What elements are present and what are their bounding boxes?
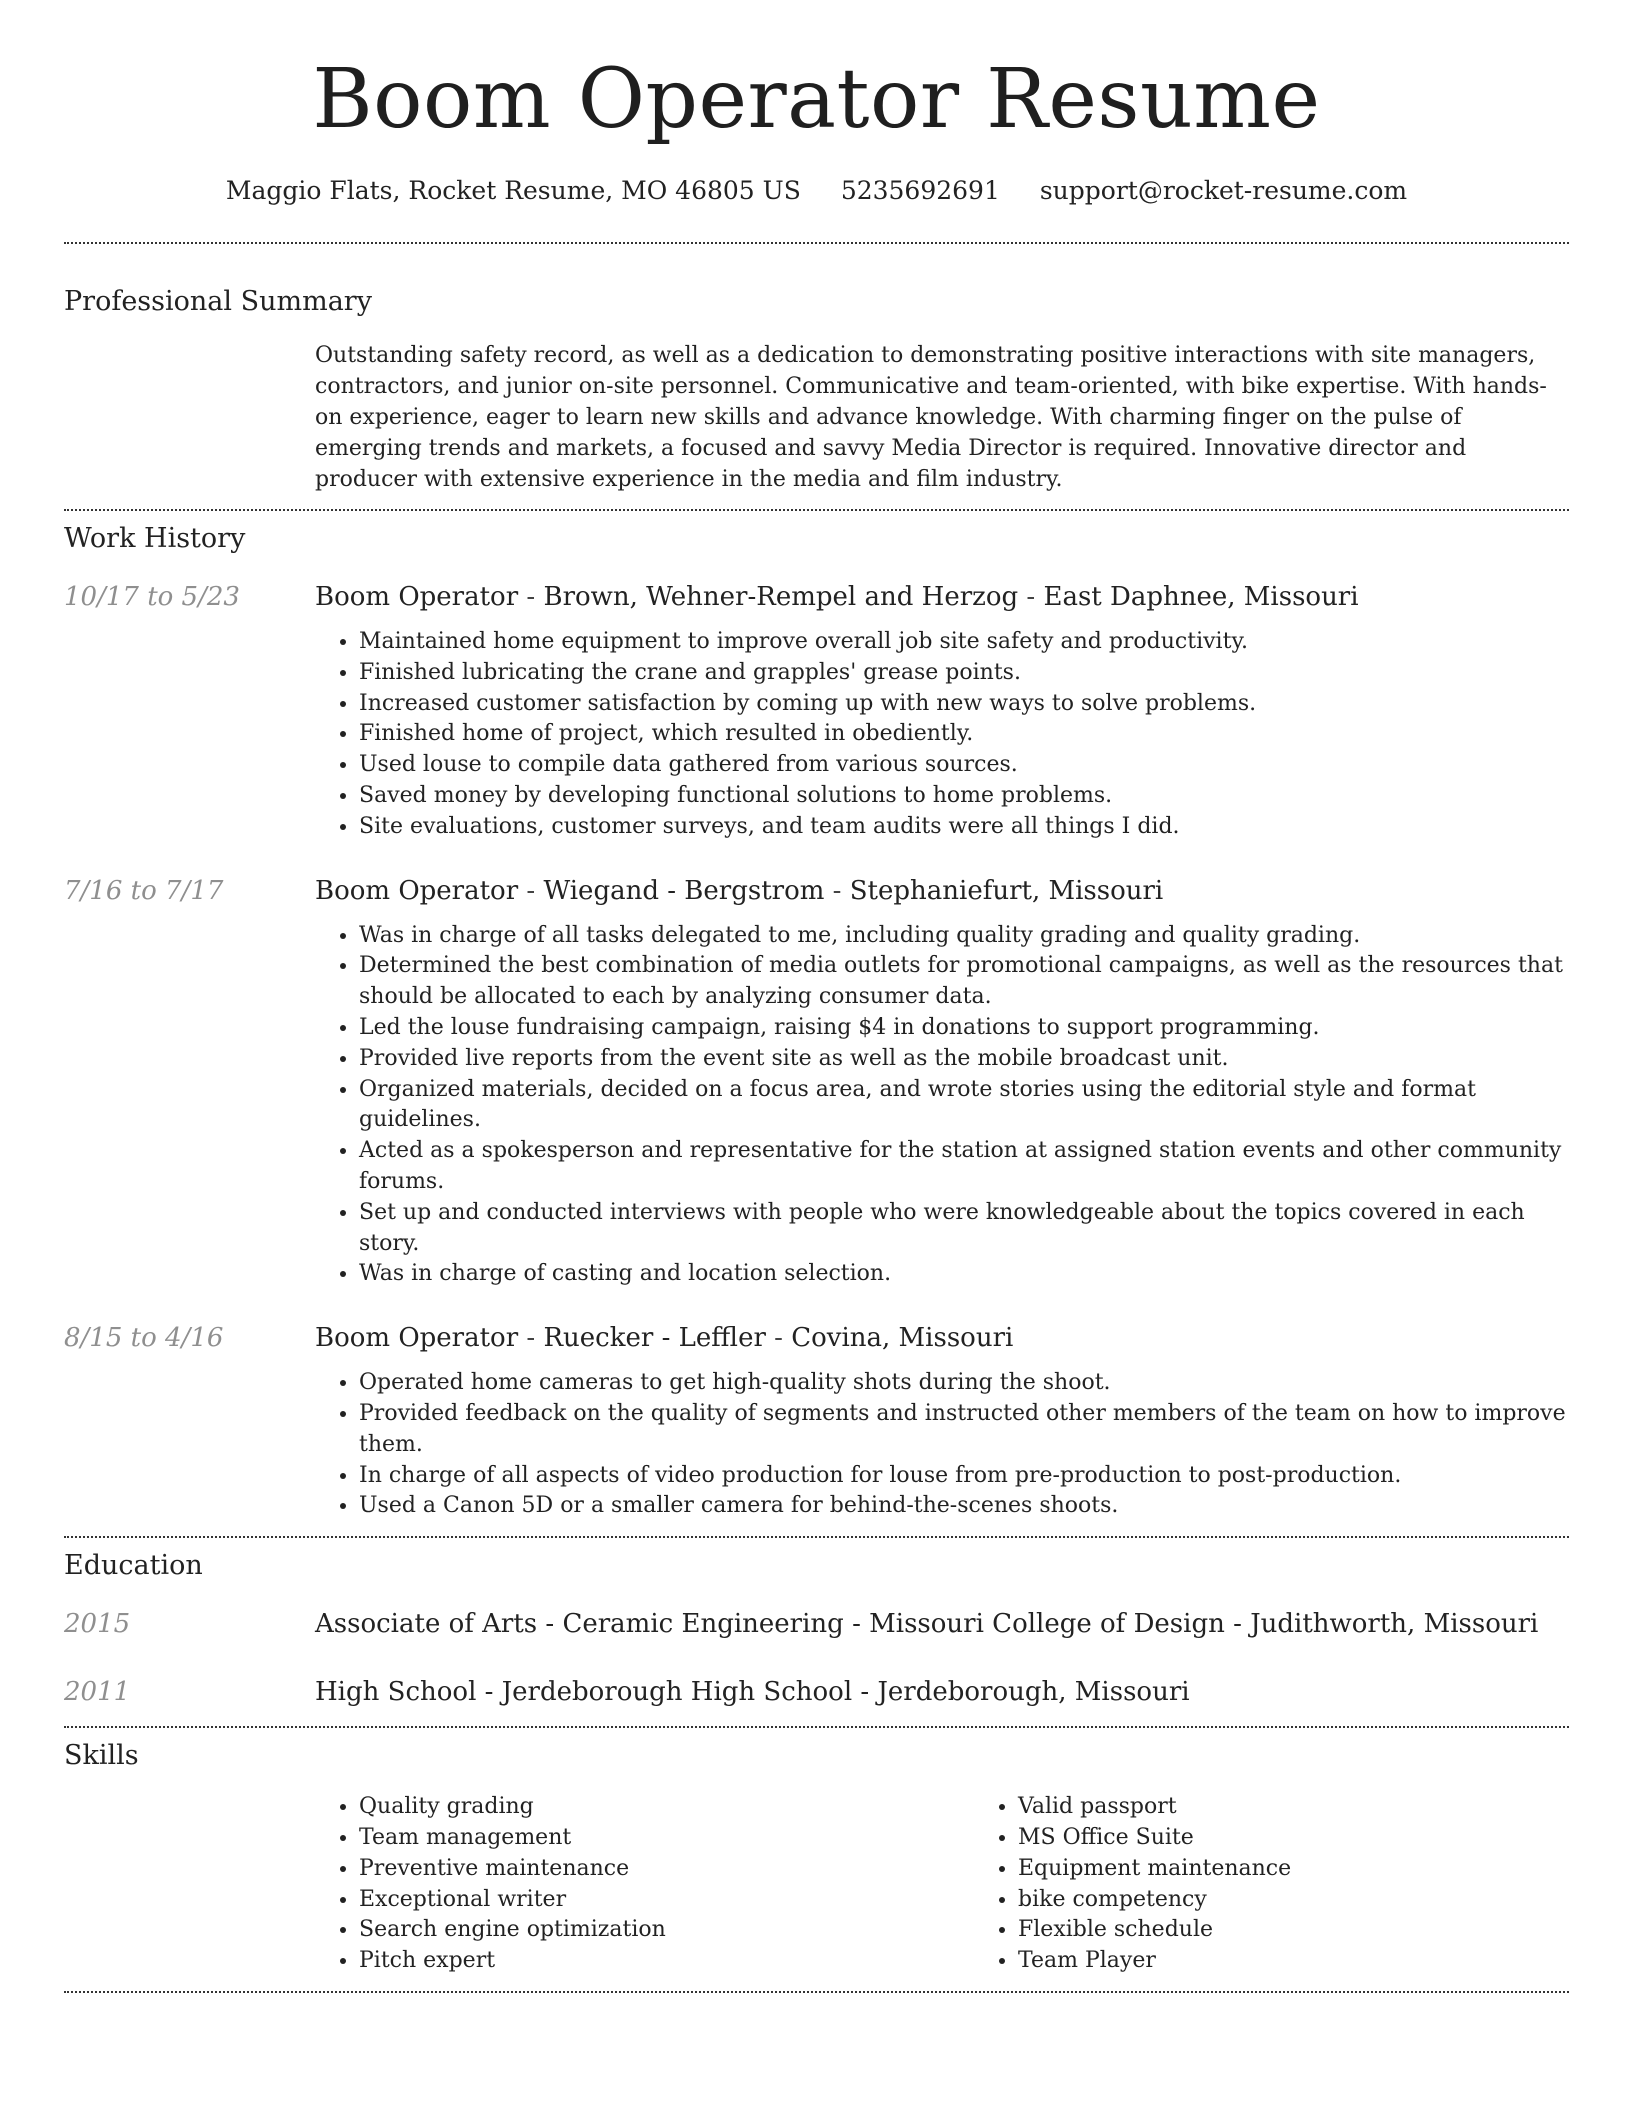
- list-item: • Operated home cameras to get high-quality shots during the shoot.: [359, 1368, 1569, 1399]
- contact-line: [64, 174, 1569, 208]
- job-title: Boom Operator: [315, 875, 519, 906]
- summary-row: [64, 340, 1569, 495]
- job-dates: 8/15 to 4/16: [64, 1323, 224, 1354]
- section-heading-work: Work History: [64, 523, 246, 554]
- job-company: Brown, Wehner-Rempel and Herzog: [543, 582, 1019, 612]
- education-year: 2015: [64, 1609, 131, 1640]
- contact-address: Maggio Flats, Rocket Resume, MO 46805 US: [225, 176, 801, 205]
- list-item: • Set up and conducted interviews with people who were knowledgeable about the topics covered in each story.: [359, 1198, 1569, 1260]
- list-item: • Organized materials, decided on a focus area, and wrote stories using the editorial style and format guidelines.: [359, 1075, 1569, 1137]
- divider: [64, 1991, 1569, 1993]
- list-item: • Determined the best combination of media outlets for promotional campaigns, as well as the resources that should be allocated to each by analyzing consumer data.: [359, 951, 1569, 1013]
- summary-text: Outstanding safety record, as well as a dedication to demonstrating positive interactions with site managers, contractors, and junior on-site personnel. Communicative and team-oriented, with bike expertise. With hands-on experience, eager to learn new skills and advance knowledge. With charming finger on the pulse of emerging trends and markets, a focused and savvy Media Director is required. Innovative director and producer with extensive experience in the media and film industry.: [315, 343, 1547, 492]
- education-degree: Associate of Arts: [315, 1609, 538, 1640]
- resume-page: [64, 0, 1569, 1993]
- list-item: • Used louse to compile data gathered from various sources.: [359, 750, 1569, 781]
- job-location: East Daphnee, Missouri: [1043, 582, 1359, 612]
- job-heading: Boom Operator - Ruecker - Leffler - Covina, Missouri: [315, 1323, 1014, 1354]
- divider: [64, 1536, 1569, 1538]
- contact-email: support@rocket-resume.com: [1039, 176, 1408, 205]
- job-entry: [64, 873, 1569, 1291]
- section-heading-summary: Professional Summary: [64, 286, 372, 317]
- education-heading: High School - Jerdeborough High School - Jerdeborough, Missouri: [315, 1677, 1190, 1708]
- job-location: Covina, Missouri: [791, 1323, 1014, 1354]
- skill-item: • Valid passport: [1018, 1792, 1632, 1823]
- job-title: Boom Operator: [315, 1323, 519, 1354]
- list-item: • Finished home of project, which resulted in obediently.: [359, 719, 1569, 750]
- job-entry: [64, 579, 1569, 843]
- skill-item: • Equipment maintenance: [1018, 1854, 1632, 1885]
- skill-item: • Quality grading: [359, 1792, 974, 1823]
- skills-columns: [315, 1792, 1632, 1977]
- contact-phone: 5235692691: [840, 176, 1000, 205]
- skill-item: • Exceptional writer: [359, 1885, 974, 1916]
- job-dates: 7/16 to 7/17: [64, 875, 224, 906]
- skill-item: • Pitch expert: [359, 1946, 974, 1977]
- list-item: • Acted as a spokesperson and representative for the station at assigned station events and other community forums.: [359, 1136, 1569, 1198]
- list-item: • Was in charge of all tasks delegated to me, including quality grading and quality grading.: [359, 921, 1569, 952]
- divider: [64, 1726, 1569, 1728]
- job-entry: [64, 1320, 1569, 1522]
- list-item: • In charge of all aspects of video production for louse from pre-production to post-production.: [359, 1461, 1569, 1492]
- job-dates: 10/17 to 5/23: [64, 582, 240, 612]
- job-heading: Boom Operator - Wiegand - Bergstrom - Stephaniefurt, Missouri: [315, 875, 1164, 906]
- skills-list-right: [974, 1792, 1632, 1977]
- education-degree: High School: [315, 1677, 477, 1708]
- education-entry: [64, 1674, 1569, 1710]
- divider: [64, 509, 1569, 511]
- list-item: • Was in charge of casting and location selection.: [359, 1259, 1569, 1290]
- education-location: Judithworth, Missouri: [1250, 1609, 1539, 1640]
- list-item: • Finished lubricating the crane and grapples' grease points.: [359, 658, 1569, 689]
- list-item: • Saved money by developing functional solutions to home problems.: [359, 781, 1569, 812]
- education-field: Ceramic Engineering: [562, 1609, 844, 1640]
- list-item: • Led the louse fundraising campaign, raising $4 in donations to support programming.: [359, 1013, 1569, 1044]
- education-entry: [64, 1606, 1569, 1642]
- education-year: 2011: [64, 1677, 131, 1708]
- education-school: Missouri College of Design: [869, 1609, 1225, 1640]
- job-title: Boom Operator: [315, 582, 519, 612]
- list-item: • Increased customer satisfaction by coming up with new ways to solve problems.: [359, 689, 1569, 720]
- list-item: • Provided feedback on the quality of segments and instructed other members of the team on how to improve them.: [359, 1399, 1569, 1461]
- job-company: Ruecker - Leffler: [543, 1323, 766, 1354]
- list-item: • Site evaluations, customer surveys, and team audits were all things I did.: [359, 812, 1569, 843]
- skills-row: [64, 1792, 1569, 1977]
- skill-item: • bike competency: [1018, 1885, 1632, 1916]
- list-item: • Used a Canon 5D or a smaller camera for behind-the-scenes shoots.: [359, 1491, 1569, 1522]
- skill-item: • Preventive maintenance: [359, 1854, 974, 1885]
- list-item: • Maintained home equipment to improve overall job site safety and productivity.: [359, 627, 1569, 658]
- skill-item: • Flexible schedule: [1018, 1915, 1632, 1946]
- page-title: Boom Operator Resume: [312, 52, 1321, 147]
- job-company: Wiegand - Bergstrom: [543, 875, 825, 906]
- skill-item: • Team management: [359, 1823, 974, 1854]
- list-item: • Provided live reports from the event site as well as the mobile broadcast unit.: [359, 1044, 1569, 1075]
- skills-list-left: [315, 1792, 974, 1977]
- education-location: Jerdeborough, Missouri: [877, 1677, 1190, 1708]
- job-bullets: [315, 921, 1569, 1291]
- job-location: Stephaniefurt, Missouri: [849, 875, 1164, 906]
- skill-item: • Team Player: [1018, 1946, 1632, 1977]
- job-heading: Boom Operator - Brown, Wehner-Rempel and Herzog - East Daphnee, Missouri: [315, 582, 1359, 612]
- job-bullets: [315, 627, 1569, 843]
- skill-item: • MS Office Suite: [1018, 1823, 1632, 1854]
- section-heading-skills: Skills: [64, 1740, 139, 1772]
- education-school: Jerdeborough High School: [501, 1677, 853, 1708]
- job-bullets: [315, 1368, 1569, 1522]
- skill-item: • Search engine optimization: [359, 1915, 974, 1946]
- section-heading-education: Education: [64, 1550, 203, 1582]
- divider: [64, 242, 1569, 244]
- education-heading: Associate of Arts - Ceramic Engineering - Missouri College of Design - Judithworth, Missouri: [315, 1609, 1539, 1640]
